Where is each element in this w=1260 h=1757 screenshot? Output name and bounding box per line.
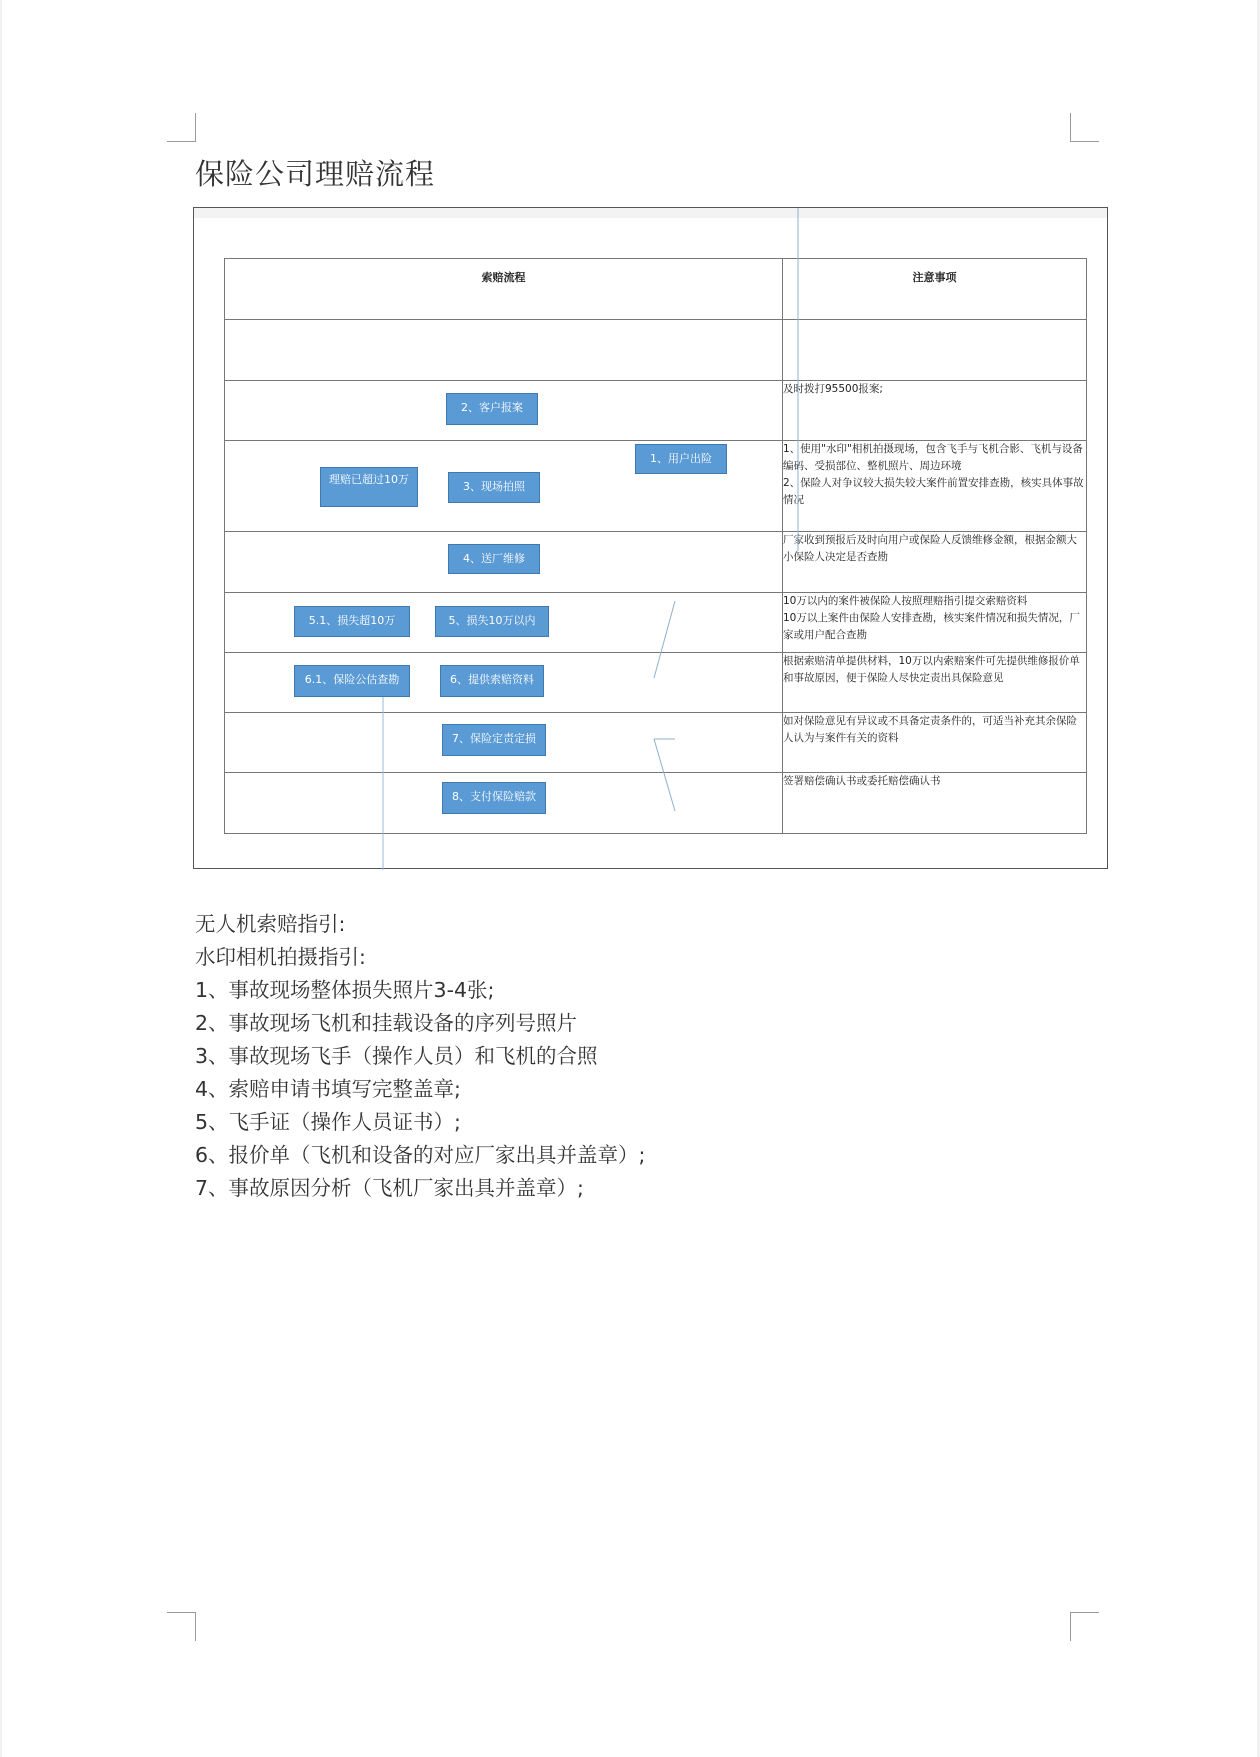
guide-subtitle: 水印相机拍摄指引: — [195, 945, 366, 969]
step-loss-under-100k: 5、损失10万以内 — [435, 606, 549, 637]
corner-mark — [167, 1612, 196, 1641]
step-customer-report: 2、客户报案 — [446, 393, 538, 425]
table-cell — [783, 320, 1087, 381]
document-page — [2, 0, 1257, 1757]
note-repair: 厂家收到预报后及时向用户或保险人反馈维修金额，根据金额大小保险人决定是否查勘 — [783, 532, 1087, 593]
corner-mark — [167, 113, 196, 142]
image-top-band — [194, 208, 1107, 218]
step-liability-assessment: 7、保险定责定损 — [442, 724, 546, 756]
list-item: 5、飞手证（操作人员证书）; — [195, 1110, 461, 1134]
table-cell — [225, 320, 783, 381]
header-notes: 注意事项 — [783, 259, 1087, 320]
step-factory-repair: 4、送厂维修 — [448, 544, 540, 574]
list-item: 1、事故现场整体损失照片3-4张; — [195, 978, 495, 1002]
step-over-100k: 理赔已超过10万 — [320, 467, 418, 507]
step-adjuster-survey: 6.1、保险公估查勘 — [294, 665, 410, 697]
note-photos: 1、使用"水印"相机拍摄现场，包含飞手与飞机合影、飞机与设备编码、受损部位、整机照片、周边环境 2、保险人对争议较大损失较大案件前置安排查勘，核实具体事故情况 — [783, 441, 1087, 532]
list-item: 4、索赔申请书填写完整盖章; — [195, 1077, 461, 1101]
step-loss-over-100k: 5.1、损失超10万 — [294, 606, 410, 637]
claims-process-table — [224, 258, 1087, 834]
corner-mark — [1070, 113, 1099, 142]
claims-flowchart-image — [193, 207, 1108, 869]
note-report: 及时拨打95500报案; — [783, 381, 1087, 441]
step-user-incident: 1、用户出险 — [635, 444, 727, 474]
corner-mark — [1070, 1612, 1099, 1641]
note-payment: 签署赔偿确认书或委托赔偿确认书 — [783, 773, 1087, 834]
note-dispute: 如对保险意见有异议或不具备定责条件的，可适当补充其余保险人认为与案件有关的资料 — [783, 713, 1087, 773]
list-item: 7、事故原因分析（飞机厂家出具并盖章）; — [195, 1176, 584, 1200]
claim-guide — [195, 908, 645, 1205]
note-materials: 根据索赔清单提供材料，10万以内索赔案件可先提供维修报价单和事故原因，便于保险人尽快定责出具保险意见 — [783, 653, 1087, 713]
header-process: 索赔流程 — [225, 259, 783, 320]
guide-title: 无人机索赔指引: — [195, 912, 346, 936]
step-submit-materials: 6、提供索赔资料 — [440, 665, 544, 697]
page-title: 保险公司理赔流程 — [195, 157, 436, 191]
list-item: 3、事故现场飞手（操作人员）和飞机的合照 — [195, 1044, 598, 1068]
step-pay-claim: 8、支付保险赔款 — [442, 782, 546, 814]
note-loss: 10万以内的案件被保险人按照理赔指引提交索赔资料 10万以上案件由保险人安排查勘，核实案件情况和损失情况，厂家或用户配合查勘 — [783, 593, 1087, 653]
list-item: 6、报价单（飞机和设备的对应厂家出具并盖章）; — [195, 1143, 646, 1167]
step-site-photos: 3、现场拍照 — [448, 472, 540, 503]
list-item: 2、事故现场飞机和挂载设备的序列号照片 — [195, 1011, 578, 1035]
